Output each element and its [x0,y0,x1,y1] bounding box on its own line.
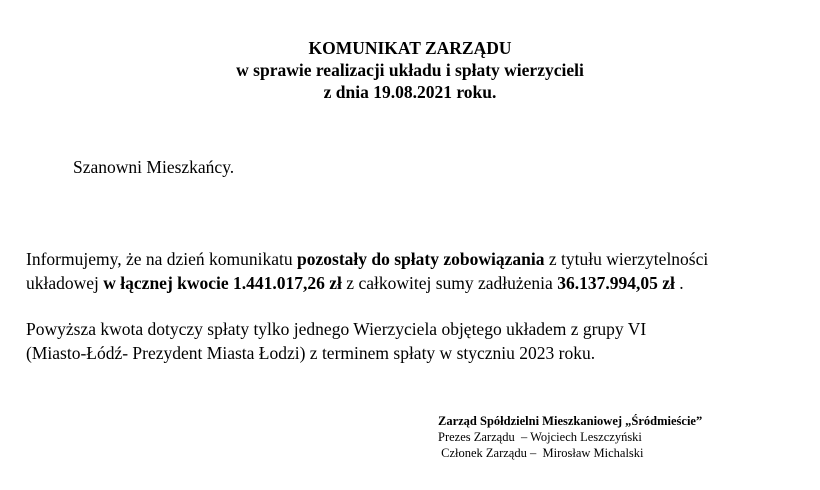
emphasis-remaining-obligations: pozostały do spłaty zobowiązania [297,249,545,269]
emphasis-total-debt: 36.137.994,05 zł [557,273,675,293]
president-role: Prezes Zarządu [438,430,515,444]
separator: – [526,446,543,460]
paragraph-amount-line-2 [26,271,708,295]
document-date: z dnia 19.08.2021 roku. [323,82,497,102]
text-fragment: Informujemy, że na dzień komunikatu [26,249,298,269]
signature-title: Zarząd Spółdzielni Mieszkaniowej „Śródmieście” [438,414,703,428]
text-fragment: układowej [26,273,104,293]
text-fragment: z tytułu wierzytelności [544,249,709,269]
greeting: Szanowni Mieszkańcy. [73,157,235,177]
member-name: Mirosław Michalski [542,446,644,460]
president-name: Wojciech Leszczyński [530,430,642,444]
signature-block [438,413,702,461]
document-title: KOMUNIKAT ZARZĄDU [308,38,512,58]
separator: – [514,430,531,444]
paragraph-creditor-line-1: Powyższa kwota dotyczy spłaty tylko jednego Wierzyciela objętego układem z grupy VI [26,319,647,339]
signature-member [438,445,702,461]
emphasis-total-amount: w łącznej kwocie 1.441.017,26 zł [103,273,342,293]
text-fragment: z całkowitej sumy zadłużenia [341,273,558,293]
signature-president [438,429,702,445]
paragraph-amount [26,247,708,295]
announcement-header [0,37,820,103]
paragraph-creditor-line-2: (Miasto-Łódź- Prezydent Miasta Łodzi) z terminem spłaty w styczniu 2023 roku. [26,343,596,363]
member-role: Członek Zarządu [438,446,527,460]
document-subtitle: w sprawie realizacji układu i spłaty wierzycieli [236,60,584,80]
text-fragment: . [674,273,684,293]
paragraph-creditor [26,317,646,365]
paragraph-amount-line-1 [26,247,708,271]
